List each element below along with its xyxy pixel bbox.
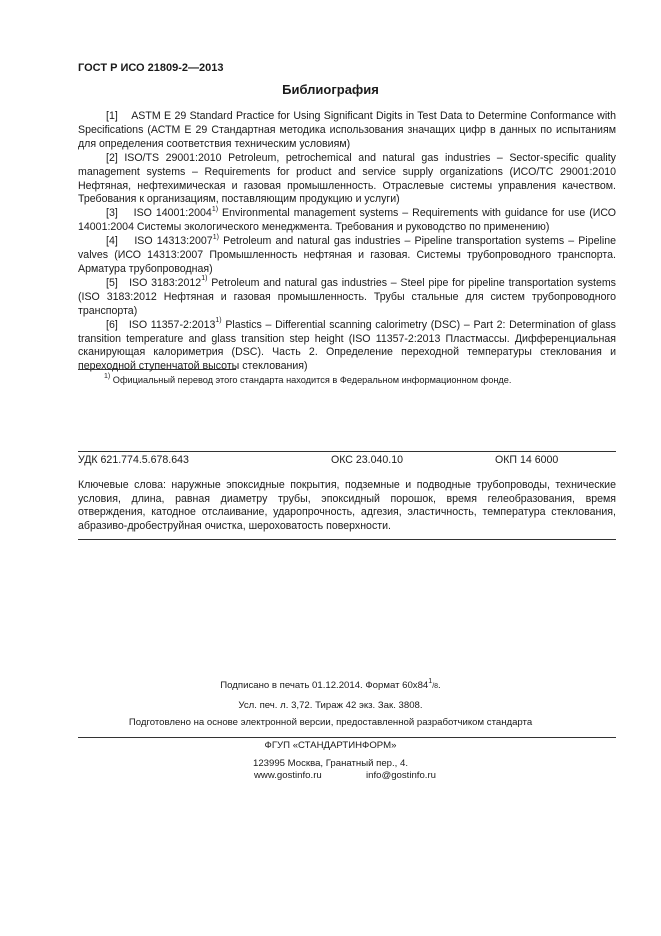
entry-text: Petroleum and natural gas industries – Steel pipe for pipeline transportation systems (ISO 3183:2012 Нефтяная и газовая промышленность. Трубы стальные для систем трубопроводного транспорта) <box>78 276 616 317</box>
entry-number: [4] <box>106 235 118 248</box>
footnote-mark: 1) <box>215 317 222 325</box>
udk-code: УДК 621.774.5.678.643 <box>78 454 189 466</box>
document-header: ГОСТ Р ИСО 21809-2—2013 <box>78 62 224 74</box>
divider-bottom <box>78 539 616 540</box>
entry-text: Petroleum and natural gas industries – Pipeline transportation systems – Pipeline valves (ИСО 14313:2007 Промышленность нефтяная и газовая. Системы трубопроводного транспорта. Арматура трубопроводная) <box>78 235 616 275</box>
bibliography-entry <box>78 207 616 235</box>
entry-text: Petroleum, petrochemical and natural gas industries – Sector-specific quality management systems – Requirements for product and service supply organizations (ИСО/ТС 29001:2010 Нефтяная, нефтехимическая и газовая промышленность. Отраслевые системы управления качеством. Требования к организациям, поставляющим продукцию и услуги) <box>78 151 616 206</box>
imprint-print-line: Усл. печ. л. 3,72. Тираж 42 экз. Зак. 3808. <box>238 700 423 711</box>
entry-text: Plastics – Differential scanning calorimetry (DSC) – Part 2: Determination of glass transition temperature and glass transition step height (ISO 11357-2:2013 Пластмассы. Дифференциальная сканирующая калориметрия (DSC). Часть 2. Определение переходной температуры стеклования и переходной ступенчатой высоты стеклования) <box>78 318 616 373</box>
bibliography-entry <box>78 235 616 277</box>
bibliography-list <box>78 110 616 374</box>
entry-number: [3] <box>106 207 118 220</box>
keywords <box>78 479 616 534</box>
entry-number: [5] <box>106 276 118 289</box>
divider-top <box>78 451 616 452</box>
website-link[interactable]: www.gostinfo.ru <box>254 770 322 781</box>
footnote <box>104 372 512 385</box>
entry-reference: ASTM E 29 <box>131 110 187 122</box>
entry-reference: ISO 11357-2:2013 <box>128 318 216 331</box>
format-numerator: 1 <box>428 677 433 685</box>
imprint-signed: Подписано в печать 01.12.2014. Формат $60х84^1/8$. <box>220 677 441 691</box>
divider-imprint <box>78 737 616 738</box>
publisher-name: ФГУП «СТАНДАРТИНФОРМ» <box>264 740 397 751</box>
footnote-mark: 1) <box>212 233 219 241</box>
format-denominator: /8 <box>432 683 439 690</box>
email-link[interactable]: info@gostinfo.ru <box>366 770 437 781</box>
bibliography-entry <box>78 152 616 208</box>
entry-text: Standard Practice for Using Significant Digits in Test Data to Determine Conformance with Specifications (АСТМ Е 29 Стандартная методика использования значащих цифр в данных по испытаниям для определения соответствия техническим условиям) <box>78 110 617 150</box>
entry-reference: ISO 14001:2004 <box>133 207 212 220</box>
keywords-text: Ключевые слова: наружные эпоксидные покрытия, подземные и подводные трубопроводы, технические условия, длина, равная диаметру трубы, эпоксидный порошок, время гелеобразования, время отверждения, катодное отслаивание, ударопрочность, адгезия, эластичность, температура стеклования, абразиво-дробеструйная очистка, шероховатость поверхности. <box>78 479 616 533</box>
page-title: Библиография <box>282 82 379 97</box>
bibliography-entry <box>78 319 616 375</box>
entry-text: Environmental management systems – Requirements with guidance for use (ИСО 14001:2004 Системы экологического менеджмента. Требования и руководство по применению) <box>78 207 617 234</box>
entry-number: [6] <box>106 318 118 331</box>
entry-number: [2] <box>106 151 118 164</box>
entry-reference: ISO/TS 29001:2010 <box>124 151 222 164</box>
imprint-prepared: Подготовлено на основе электронной версии, предоставленной разработчиком стандарта <box>128 717 533 728</box>
footnote-mark: 1) <box>104 372 111 380</box>
publisher-address: 123995 Москва, Гранатный пер., 4. <box>253 758 408 769</box>
entry-number: [1] <box>106 110 118 122</box>
bibliography-entry <box>78 110 616 152</box>
entry-reference: ISO 3183:2012 <box>129 276 202 289</box>
oks-code: ОКС 23.040.10 <box>331 454 404 466</box>
footnote-mark: 1) <box>211 205 219 213</box>
okp-code: ОКП 14 6000 <box>495 454 559 466</box>
signed-text: Подписано в печать 01.12.2014. Формат 60х84 <box>220 680 429 691</box>
footnote-text: Официальный перевод этого стандарта находится в Федеральном информационном фонде. <box>112 375 512 385</box>
footnote-divider <box>78 369 236 370</box>
entry-reference: ISO 14313:2007 <box>134 235 213 248</box>
footnote-mark: 1) <box>201 275 208 283</box>
bibliography-entry <box>78 277 616 319</box>
